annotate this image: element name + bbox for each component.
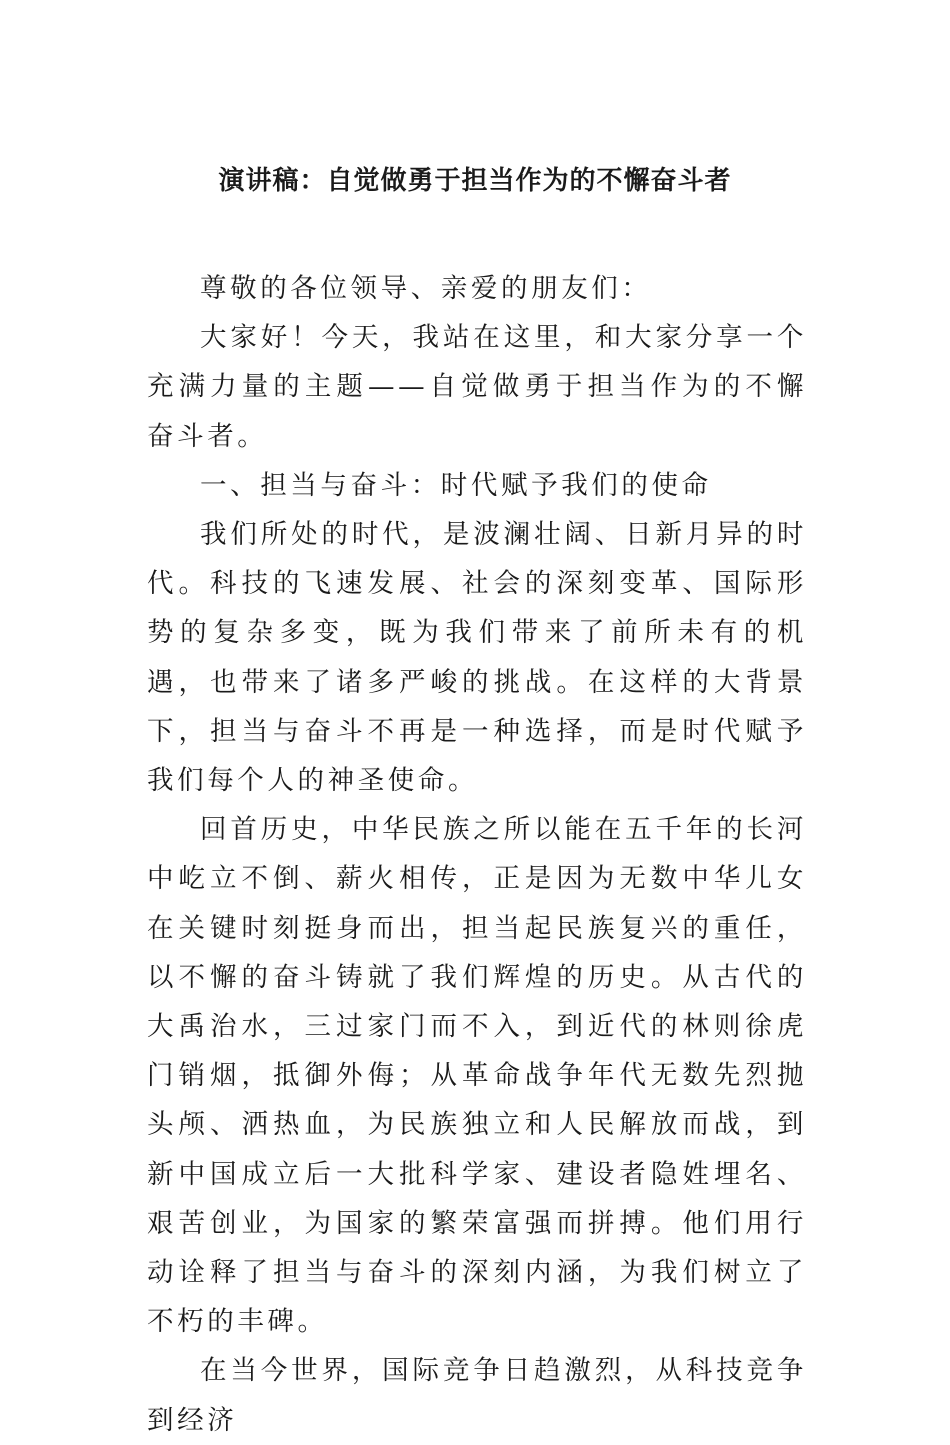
body-paragraph: 回首历史，中华民族之所以能在五千年的长河中屹立不倒、薪火相传，正是因为无数中华儿女在关键时刻挺身而出，担当起民族复兴的重任，以不懈的奋斗铸就了我们辉煌的历史。从古代的大禹治水，三过家门而不入，到近代的林则徐虎门销烟，抵御外侮；从革命战争年代无数先烈抛头颅、洒热血，为民族独立和人民解放而战，到新中国成立后一大批科学家、建设者隐姓埋名、艰苦创业，为国家的繁荣富强而拼搏。他们用行动诠释了担当与奋斗的深刻内涵，为我们树立了不朽的丰碑。: [147, 814, 807, 1338]
section-heading: 一、担当与奋斗：时代赋予我们的使命: [200, 469, 712, 501]
document-body: [147, 264, 807, 1445]
body-paragraph: 我们所处的时代，是波澜壮阔、日新月异的时代。科技的飞速发展、社会的深刻变革、国际形势的复杂多变，既为我们带来了前所未有的机遇，也带来了诸多严峻的挑战。在这样的大背景下，担当与奋斗不再是一种选择，而是时代赋予我们每个人的神圣使命。: [147, 519, 807, 797]
greeting-paragraph: 大家好！今天，我站在这里，和大家分享一个充满力量的主题——自觉做勇于担当作为的不懈奋斗者。: [147, 322, 807, 452]
salutation-paragraph: 尊敬的各位领导、亲爱的朋友们：: [200, 273, 652, 304]
document-title: 演讲稿：自觉做勇于担当作为的不懈奋斗者: [218, 166, 732, 196]
body-paragraph: 在当今世界，国际竞争日趋激烈，从科技竞争到经济: [147, 1355, 807, 1436]
